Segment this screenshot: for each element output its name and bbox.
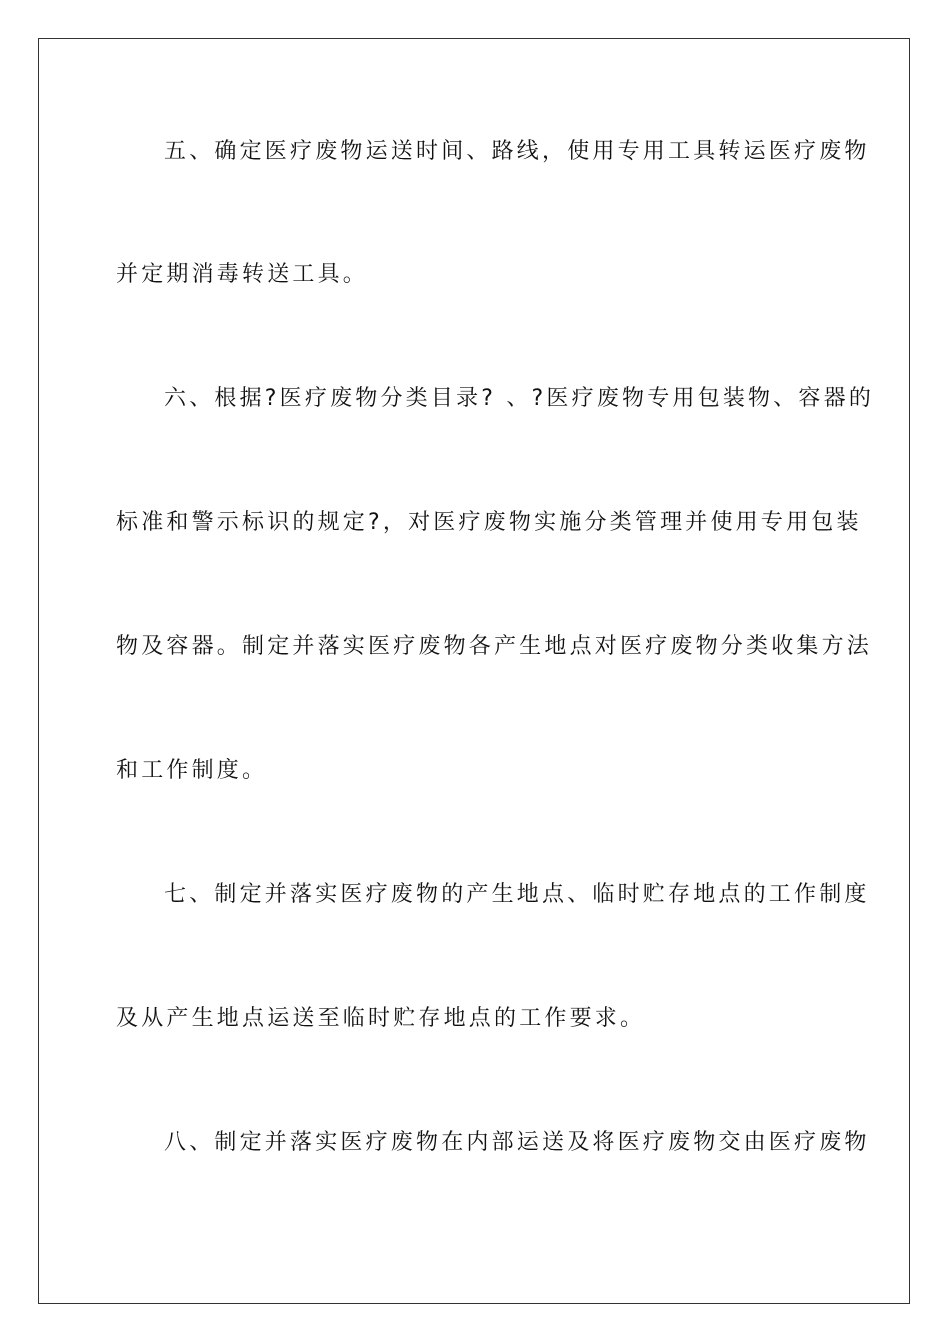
page-border [38,38,910,1304]
paragraph-6-line-2: 标准和警示标识的规定?，对医疗废物实施分类管理并使用专用包装 [116,510,862,535]
paragraph-5-line-2: 并定期消毒转送工具。 [116,262,369,287]
paragraph-8-line-1: 八、制定并落实医疗废物在内部运送及将医疗废物交由医疗废物 [164,1130,870,1155]
paragraph-5-line-1: 五、确定医疗废物运送时间、路线，使用专用工具转运医疗废物 [164,139,870,164]
paragraph-7-line-2: 及从产生地点运送至临时贮存地点的工作要求。 [116,1006,646,1031]
paragraph-6-line-1: 六、根据?医疗废物分类目录? 、?医疗废物专用包装物、容器的 [164,386,875,411]
paragraph-6-line-3: 物及容器。制定并落实医疗废物各产生地点对医疗废物分类收集方法 [116,634,873,659]
paragraph-7-line-1: 七、制定并落实医疗废物的产生地点、临时贮存地点的工作制度 [164,882,870,907]
paragraph-6-line-4: 和工作制度。 [116,758,268,783]
